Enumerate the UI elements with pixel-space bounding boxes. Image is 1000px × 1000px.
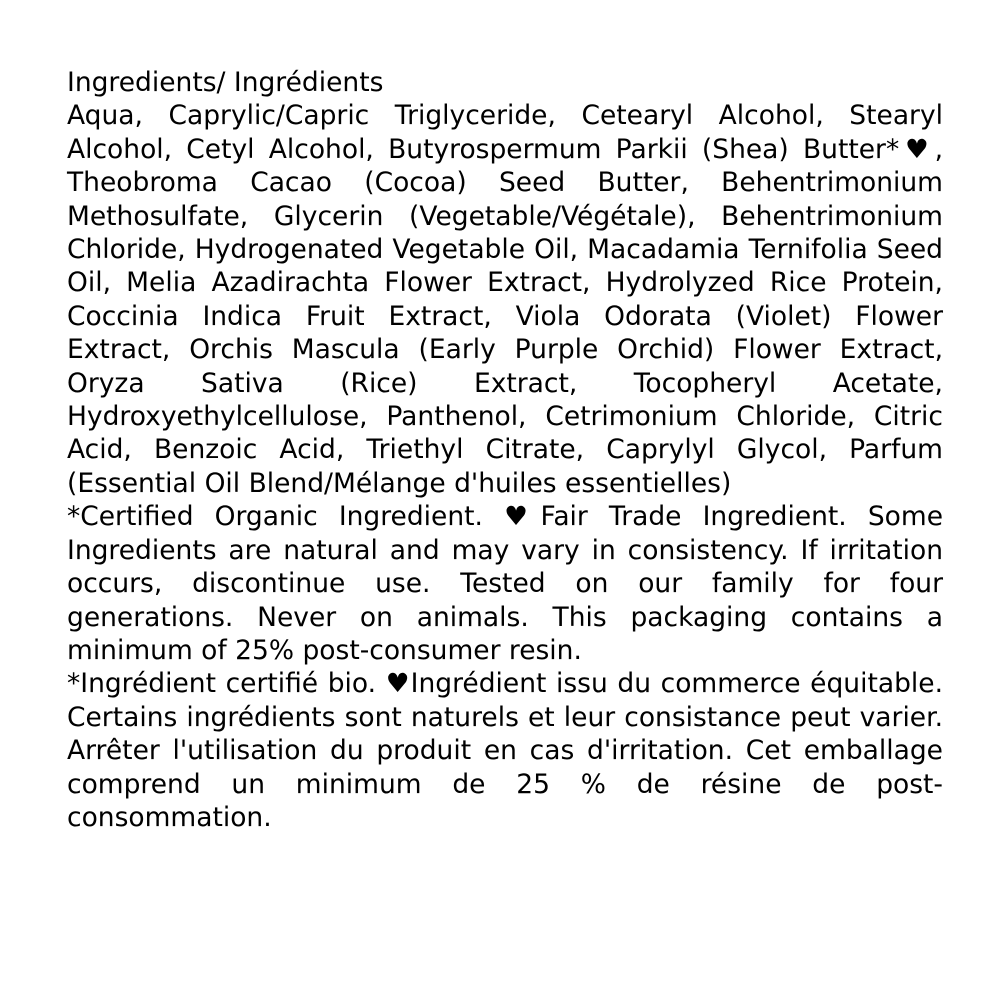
notice-french: *Ingrédient certifié bio. ♥Ingrédient issu du commerce équitable. Certains ingrédients sont naturels et leur consistance peut varier. Arrêter l'utilisation du produit en cas d'irritation. Cet emballage comprend un minimum de 25 % de résine de post-consommation. xyxy=(67,668,943,833)
ingredient-label xyxy=(67,66,943,834)
notice-english: *Certified Organic Ingredient. ♥Fair Trade Ingredient. Some Ingredients are natural and may vary in consistency. If irritation occurs, discontinue use. Tested on our family for four generations. Never on animals. This packaging contains a minimum of 25% post-consumer resin. xyxy=(67,501,943,666)
ingredients-heading: Ingredients/ Ingrédients xyxy=(67,67,384,98)
ingredients-list: Aqua, Caprylic/Capric Triglyceride, Cetearyl Alcohol, Stearyl Alcohol, Cetyl Alcohol, Butyrospermum Parkii (Shea) Butter*♥, Theobroma Cacao (Cocoa) Seed Butter, Behentrimonium Methosulfate, Glycerin (Vegetable/Végétale), Behentrimonium Chloride, Hydrogenated Vegetable Oil, Macadamia Ternifolia Seed Oil, Melia Azadirachta Flower Extract, Hydrolyzed Rice Protein, Coccinia Indica Fruit Extract, Viola Odorata (Violet) Flower Extract, Orchis Mascula (Early Purple Orchid) Flower Extract, Oryza Sativa (Rice) Extract, Tocopheryl Acetate, Hydroxyethylcellulose, Panthenol, Cetrimonium Chloride, Citric Acid, Benzoic Acid, Triethyl Citrate, Caprylyl Glycol, Parfum (Essential Oil Blend/Mélange d'huiles essentielles) xyxy=(67,100,943,499)
